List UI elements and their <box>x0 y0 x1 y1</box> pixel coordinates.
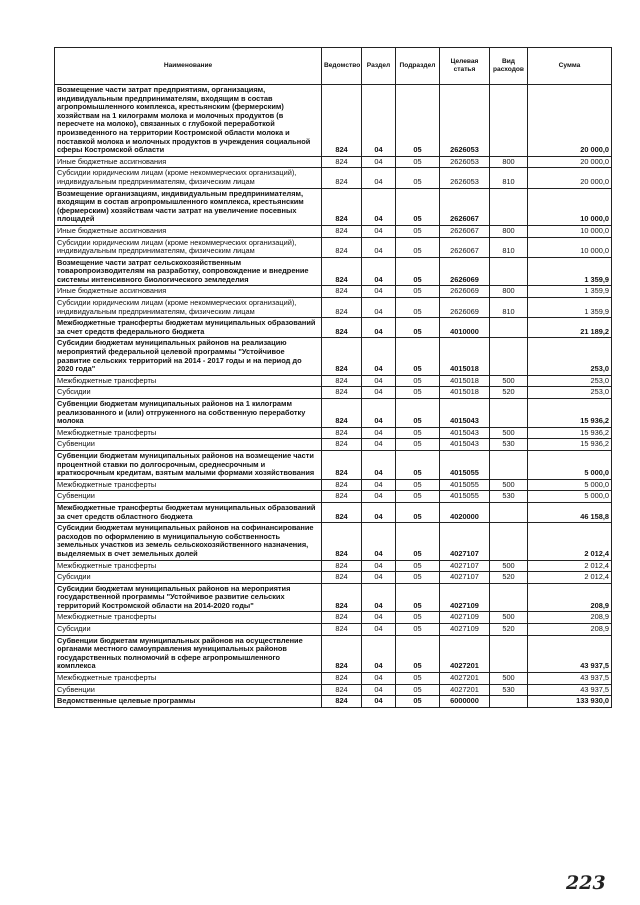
cell-vid: 800 <box>490 286 528 298</box>
cell-podrazdel: 05 <box>396 387 440 399</box>
cell-name: Субсидии бюджетам муниципальных районов на софинансирование расходов по оформлению в муниципальную собственность земельных участков из земель сельскохозяйственного назначения, выделяемых в счет земельных долей <box>55 523 322 560</box>
header-ved: Ведомство <box>322 48 362 85</box>
cell-name: Субсидии <box>55 387 322 399</box>
cell-ved: 824 <box>322 479 362 491</box>
cell-podrazdel: 05 <box>396 286 440 298</box>
cell-article: 2626053 <box>440 156 490 168</box>
cell-razdel: 04 <box>362 338 396 375</box>
cell-ved: 824 <box>322 286 362 298</box>
cell-razdel: 04 <box>362 439 396 451</box>
cell-ved: 824 <box>322 673 362 685</box>
header-vid: Вид расходов <box>490 48 528 85</box>
cell-sum: 10 000,0 <box>528 225 612 237</box>
cell-sum: 2 012,4 <box>528 523 612 560</box>
cell-article: 4027107 <box>440 572 490 584</box>
cell-sum: 1 359,9 <box>528 257 612 286</box>
cell-sum: 5 000,0 <box>528 491 612 503</box>
cell-vid: 520 <box>490 387 528 399</box>
table-row <box>55 188 612 225</box>
cell-vid <box>490 338 528 375</box>
cell-sum: 208,9 <box>528 612 612 624</box>
cell-article: 2626067 <box>440 188 490 225</box>
cell-vid <box>490 523 528 560</box>
cell-razdel: 04 <box>362 237 396 257</box>
cell-podrazdel: 05 <box>396 572 440 584</box>
cell-sum: 5 000,0 <box>528 450 612 479</box>
cell-ved: 824 <box>322 523 362 560</box>
cell-name: Субвенции бюджетам муниципальных районов на 1 килограмм реализованного и (или) отгруженного на собственную переработку молока <box>55 399 322 428</box>
cell-razdel: 04 <box>362 491 396 503</box>
cell-name: Межбюджетные трансферты бюджетам муниципальных образований за счет средств областного бюджета <box>55 502 322 522</box>
table-row <box>55 318 612 338</box>
cell-article: 4027107 <box>440 523 490 560</box>
cell-ved: 824 <box>322 188 362 225</box>
cell-article: 4015043 <box>440 427 490 439</box>
cell-razdel: 04 <box>362 399 396 428</box>
cell-vid: 530 <box>490 684 528 696</box>
cell-sum: 20 000,0 <box>528 168 612 188</box>
table-row <box>55 560 612 572</box>
cell-sum: 1 359,9 <box>528 298 612 318</box>
cell-vid: 500 <box>490 427 528 439</box>
cell-name: Субсидии <box>55 572 322 584</box>
cell-ved: 824 <box>322 560 362 572</box>
cell-podrazdel: 05 <box>396 479 440 491</box>
cell-name: Межбюджетные трансферты <box>55 673 322 685</box>
cell-vid: 500 <box>490 375 528 387</box>
table-row <box>55 257 612 286</box>
page-number: 223 <box>566 872 606 894</box>
cell-podrazdel: 05 <box>396 612 440 624</box>
cell-podrazdel: 05 <box>396 85 440 157</box>
cell-razdel: 04 <box>362 572 396 584</box>
cell-vid: 530 <box>490 439 528 451</box>
cell-razdel: 04 <box>362 387 396 399</box>
cell-sum: 46 158,8 <box>528 502 612 522</box>
cell-name: Субсидии юридическим лицам (кроме некоммерческих организаций), индивидуальным предпринимателям, физическим лицам <box>55 168 322 188</box>
table-row <box>55 387 612 399</box>
cell-razdel: 04 <box>362 225 396 237</box>
table-body <box>55 85 612 708</box>
cell-article: 4027201 <box>440 684 490 696</box>
cell-razdel: 04 <box>362 257 396 286</box>
cell-ved: 824 <box>322 156 362 168</box>
cell-article: 4027201 <box>440 673 490 685</box>
cell-razdel: 04 <box>362 156 396 168</box>
cell-sum: 15 936,2 <box>528 439 612 451</box>
cell-sum: 5 000,0 <box>528 479 612 491</box>
cell-podrazdel: 05 <box>396 523 440 560</box>
header-podrazdel: Подраздел <box>396 48 440 85</box>
cell-article: 2626067 <box>440 237 490 257</box>
cell-ved: 824 <box>322 427 362 439</box>
cell-razdel: 04 <box>362 286 396 298</box>
cell-podrazdel: 05 <box>396 696 440 708</box>
cell-razdel: 04 <box>362 85 396 157</box>
cell-ved: 824 <box>322 450 362 479</box>
cell-ved: 824 <box>322 491 362 503</box>
table-row <box>55 338 612 375</box>
cell-razdel: 04 <box>362 427 396 439</box>
cell-ved: 824 <box>322 168 362 188</box>
cell-razdel: 04 <box>362 612 396 624</box>
cell-ved: 824 <box>322 439 362 451</box>
cell-name: Межбюджетные трансферты <box>55 375 322 387</box>
cell-razdel: 04 <box>362 188 396 225</box>
cell-name: Субвенции <box>55 491 322 503</box>
cell-razdel: 04 <box>362 583 396 612</box>
cell-vid: 500 <box>490 479 528 491</box>
cell-article: 2626067 <box>440 225 490 237</box>
cell-name: Субсидии бюджетам муниципальных районов на мероприятия государственной программы "Устойчивое развитие сельских территорий Костромской области на 2014-2020 годы" <box>55 583 322 612</box>
cell-vid: 800 <box>490 156 528 168</box>
cell-podrazdel: 05 <box>396 491 440 503</box>
cell-vid: 800 <box>490 225 528 237</box>
table-row <box>55 583 612 612</box>
table-row <box>55 450 612 479</box>
cell-name: Межбюджетные трансферты <box>55 560 322 572</box>
cell-razdel: 04 <box>362 450 396 479</box>
cell-article: 4027107 <box>440 560 490 572</box>
table-row <box>55 375 612 387</box>
cell-podrazdel: 05 <box>396 298 440 318</box>
cell-sum: 2 012,4 <box>528 572 612 584</box>
cell-vid: 810 <box>490 168 528 188</box>
cell-podrazdel: 05 <box>396 237 440 257</box>
cell-article: 4015043 <box>440 439 490 451</box>
table-row <box>55 168 612 188</box>
header-article: Целевая статья <box>440 48 490 85</box>
table-row <box>55 673 612 685</box>
cell-sum: 43 937,5 <box>528 635 612 672</box>
cell-razdel: 04 <box>362 318 396 338</box>
cell-sum: 10 000,0 <box>528 237 612 257</box>
cell-name: Субвенции бюджетам муниципальных районов на осуществление органами местного самоуправления муниципальных районов государственных полномочий в сфере агропромышленного комплекса <box>55 635 322 672</box>
header-razdel: Раздел <box>362 48 396 85</box>
table-row <box>55 298 612 318</box>
cell-podrazdel: 05 <box>396 583 440 612</box>
cell-razdel: 04 <box>362 479 396 491</box>
cell-ved: 824 <box>322 684 362 696</box>
header-sum: Сумма <box>528 48 612 85</box>
cell-vid <box>490 696 528 708</box>
header-name: Наименование <box>55 48 322 85</box>
cell-name: Субвенции бюджетам муниципальных районов на возмещение части процентной ставки по долгосрочным, среднесрочным и краткосрочным кредитам, взятым малыми формами хозяйствования <box>55 450 322 479</box>
cell-vid <box>490 85 528 157</box>
cell-razdel: 04 <box>362 523 396 560</box>
cell-sum: 253,0 <box>528 338 612 375</box>
cell-article: 4015055 <box>440 491 490 503</box>
cell-name: Возмещение части затрат сельскохозяйственным товаропроизводителям на разработку, сопровождение и внедрение системы интенсивного биологического земледелия <box>55 257 322 286</box>
cell-name: Межбюджетные трансферты бюджетам муниципальных образований за счет средств федерального бюджета <box>55 318 322 338</box>
table-row <box>55 427 612 439</box>
cell-podrazdel: 05 <box>396 375 440 387</box>
cell-article: 2626069 <box>440 257 490 286</box>
cell-article: 4027201 <box>440 635 490 672</box>
cell-article: 2626069 <box>440 286 490 298</box>
cell-ved: 824 <box>322 399 362 428</box>
cell-vid: 500 <box>490 560 528 572</box>
cell-razdel: 04 <box>362 684 396 696</box>
table-row <box>55 502 612 522</box>
cell-vid <box>490 502 528 522</box>
cell-vid <box>490 318 528 338</box>
table-row <box>55 479 612 491</box>
cell-ved: 824 <box>322 572 362 584</box>
cell-ved: 824 <box>322 298 362 318</box>
cell-podrazdel: 05 <box>396 399 440 428</box>
cell-ved: 824 <box>322 338 362 375</box>
cell-article: 4015055 <box>440 450 490 479</box>
cell-name: Межбюджетные трансферты <box>55 612 322 624</box>
cell-razdel: 04 <box>362 673 396 685</box>
cell-article: 4015018 <box>440 387 490 399</box>
cell-name: Иные бюджетные ассигнования <box>55 156 322 168</box>
cell-podrazdel: 05 <box>396 225 440 237</box>
cell-ved: 824 <box>322 635 362 672</box>
cell-article: 4015055 <box>440 479 490 491</box>
cell-razdel: 04 <box>362 635 396 672</box>
cell-article: 2626053 <box>440 85 490 157</box>
cell-podrazdel: 05 <box>396 439 440 451</box>
cell-ved: 824 <box>322 375 362 387</box>
table-row <box>55 237 612 257</box>
cell-name: Субсидии юридическим лицам (кроме некоммерческих организаций), индивидуальным предпринимателям, физическим лицам <box>55 237 322 257</box>
table-row <box>55 439 612 451</box>
cell-podrazdel: 05 <box>396 684 440 696</box>
cell-razdel: 04 <box>362 298 396 318</box>
cell-name: Ведомственные целевые программы <box>55 696 322 708</box>
cell-podrazdel: 05 <box>396 450 440 479</box>
cell-vid <box>490 188 528 225</box>
cell-sum: 15 936,2 <box>528 399 612 428</box>
cell-ved: 824 <box>322 583 362 612</box>
cell-podrazdel: 05 <box>396 673 440 685</box>
cell-podrazdel: 05 <box>396 188 440 225</box>
cell-article: 6000000 <box>440 696 490 708</box>
cell-ved: 824 <box>322 624 362 636</box>
cell-sum: 208,9 <box>528 583 612 612</box>
table-row <box>55 684 612 696</box>
cell-name: Субвенции <box>55 439 322 451</box>
cell-sum: 1 359,9 <box>528 286 612 298</box>
cell-ved: 824 <box>322 85 362 157</box>
cell-podrazdel: 05 <box>396 318 440 338</box>
cell-ved: 824 <box>322 612 362 624</box>
cell-vid <box>490 399 528 428</box>
cell-razdel: 04 <box>362 502 396 522</box>
cell-vid <box>490 257 528 286</box>
cell-podrazdel: 05 <box>396 635 440 672</box>
cell-vid: 810 <box>490 298 528 318</box>
cell-sum: 15 936,2 <box>528 427 612 439</box>
cell-name: Субсидии <box>55 624 322 636</box>
cell-podrazdel: 05 <box>396 502 440 522</box>
table-row <box>55 635 612 672</box>
cell-ved: 824 <box>322 696 362 708</box>
cell-podrazdel: 05 <box>396 624 440 636</box>
cell-vid <box>490 635 528 672</box>
cell-sum: 133 930,0 <box>528 696 612 708</box>
cell-podrazdel: 05 <box>396 338 440 375</box>
cell-podrazdel: 05 <box>396 427 440 439</box>
cell-sum: 20 000,0 <box>528 156 612 168</box>
table-row <box>55 491 612 503</box>
cell-ved: 824 <box>322 387 362 399</box>
cell-ved: 824 <box>322 257 362 286</box>
cell-vid <box>490 583 528 612</box>
cell-razdel: 04 <box>362 168 396 188</box>
table-row <box>55 612 612 624</box>
table-row <box>55 624 612 636</box>
cell-ved: 824 <box>322 318 362 338</box>
cell-article: 4027109 <box>440 583 490 612</box>
cell-razdel: 04 <box>362 696 396 708</box>
cell-podrazdel: 05 <box>396 560 440 572</box>
cell-vid <box>490 450 528 479</box>
table-row <box>55 523 612 560</box>
table-row <box>55 696 612 708</box>
cell-article: 2626069 <box>440 298 490 318</box>
cell-name: Субвенции <box>55 684 322 696</box>
table-row <box>55 156 612 168</box>
cell-podrazdel: 05 <box>396 257 440 286</box>
budget-table <box>54 47 612 708</box>
cell-vid: 500 <box>490 612 528 624</box>
cell-razdel: 04 <box>362 624 396 636</box>
table-row <box>55 399 612 428</box>
cell-name: Иные бюджетные ассигнования <box>55 225 322 237</box>
cell-name: Возмещение организациям, индивидуальным предпринимателям, входящим в состав агропромышленного комплекса, крестьянским (фермерским) хозяйствам части затрат на увеличение посевных площадей <box>55 188 322 225</box>
cell-name: Субсидии юридическим лицам (кроме некоммерческих организаций), индивидуальным предпринимателям, физическим лицам <box>55 298 322 318</box>
cell-podrazdel: 05 <box>396 168 440 188</box>
cell-vid: 500 <box>490 673 528 685</box>
cell-name: Субсидии бюджетам муниципальных районов на реализацию мероприятий федеральной целевой программы "Устойчивое развитие сельских территорий на 2014 - 2017 годы и на период до 2020 года" <box>55 338 322 375</box>
cell-vid: 810 <box>490 237 528 257</box>
cell-sum: 43 937,5 <box>528 673 612 685</box>
table-row <box>55 572 612 584</box>
cell-vid: 520 <box>490 572 528 584</box>
cell-sum: 10 000,0 <box>528 188 612 225</box>
cell-sum: 208,9 <box>528 624 612 636</box>
cell-sum: 21 189,2 <box>528 318 612 338</box>
cell-article: 2626053 <box>440 168 490 188</box>
cell-sum: 43 937,5 <box>528 684 612 696</box>
cell-podrazdel: 05 <box>396 156 440 168</box>
cell-article: 4015018 <box>440 338 490 375</box>
table-row <box>55 225 612 237</box>
cell-name: Межбюджетные трансферты <box>55 479 322 491</box>
cell-article: 4027109 <box>440 612 490 624</box>
cell-vid: 520 <box>490 624 528 636</box>
cell-name: Иные бюджетные ассигнования <box>55 286 322 298</box>
table-row <box>55 286 612 298</box>
cell-ved: 824 <box>322 225 362 237</box>
cell-name: Межбюджетные трансферты <box>55 427 322 439</box>
cell-article: 4015018 <box>440 375 490 387</box>
cell-sum: 253,0 <box>528 387 612 399</box>
cell-ved: 824 <box>322 502 362 522</box>
cell-article: 4020000 <box>440 502 490 522</box>
header-row <box>55 48 612 85</box>
cell-article: 4027109 <box>440 624 490 636</box>
cell-sum: 20 000,0 <box>528 85 612 157</box>
cell-article: 4015043 <box>440 399 490 428</box>
cell-ved: 824 <box>322 237 362 257</box>
cell-razdel: 04 <box>362 375 396 387</box>
cell-razdel: 04 <box>362 560 396 572</box>
cell-vid: 530 <box>490 491 528 503</box>
cell-sum: 253,0 <box>528 375 612 387</box>
cell-name: Возмещение части затрат предприятиям, организациям, индивидуальным предпринимателям, входящим в состав агропромышленного комплекса, крестьянским (фермерским) хозяйствам на 1 килограмм молока и молочных продуктов (в пересчете на молоко), связанных с глубокой переработкой произведенного на территории Костромской области молока и поставкой молока и молочных продуктов в учреждения социальной сферы Костромской области <box>55 85 322 157</box>
cell-article: 4010000 <box>440 318 490 338</box>
cell-sum: 2 012,4 <box>528 560 612 572</box>
table-row <box>55 85 612 157</box>
